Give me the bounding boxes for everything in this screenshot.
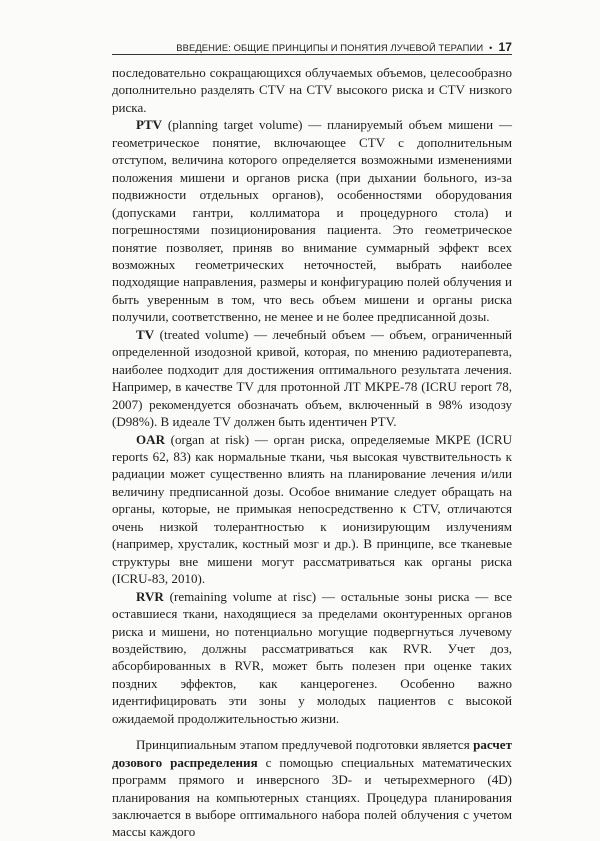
paragraph-dose-calculation — [112, 736, 512, 841]
header-rule — [112, 54, 512, 55]
paragraph-text: (treated volume) — лечебный объем — объем, ограниченный определенной изодозной кривой, которая, по мнению радиотерапевта, наиболее подходит для достижения оптимального результата лечения. Например, в качестве TV для протонной ЛТ МКРЕ-78 (ICRU report 78, 2007) рекомендуется обозначать объем, включенный в 98% изодозу (D98%). В идеале TV должен быть идентичен PTV. — [112, 326, 512, 430]
term-oar: OAR — [136, 431, 165, 447]
paragraph-tv — [112, 326, 512, 431]
paragraph-rvr — [112, 588, 512, 728]
running-title: ВВЕДЕНИЕ: ОБЩИЕ ПРИНЦИПЫ И ПОНЯТИЯ ЛУЧЕВОЙ ТЕРАПИИ — [176, 42, 484, 53]
paragraph-oar — [112, 431, 512, 588]
page-number: 17 — [498, 40, 512, 54]
paragraph-text: (remaining volume at risc) — остальные зоны риска — все оставшиеся ткани, находящиеся за пределами оконтуренных органов риска и мишени, но потенциально могущие подвергнуться лучевому воздействию, должны рассматриваться как RVR. Учет доз, абсорбированных в RVR, может быть полезен при оценке таких поздних эффектов, как канцерогенез. Особенно важно идентифицировать эти зоны у молодых пациентов с высокой ожидаемой продолжительностью жизни. — [112, 588, 512, 726]
term-ptv: PTV — [136, 117, 163, 133]
paragraph-ptv — [112, 116, 512, 325]
term-rvr: RVR — [136, 588, 164, 604]
paragraph-text: последовательно сокращающихся облучаемых объемов, целесообразно дополнительно разделять CTV на CTV высокого риска и CTV низкого риска. — [112, 65, 512, 115]
paragraph-text: с помощью специальных математических программ прямого и инверсного 3D- и четырехмерного (4D) планирования на компьютерных станциях. Процедура планирования заключается в выборе оптимального набора полей облучения с учетом массы каждого — [112, 754, 512, 840]
term-dose-calculation: расчет дозового распределения — [112, 737, 512, 770]
paragraph-continuation — [112, 64, 512, 116]
body-text — [112, 64, 512, 841]
paragraph-text: (organ at risk) — орган риска, определяемые МКРЕ (ICRU reports 62, 83) как нормальные ткани, чья высокая чувствительность к радиации может существенно влиять на планирование лечения и/или величину предписанной дозы. Особое внимание следует обращать на органы, которые, не примыкая непосредственно к CTV, отличаются очень низкой толерантностью к ионизирующим излучениям (например, хрусталик, костный мозг и др.). В принципе, все тканевые структуры вне мишени могут рассматриваться как органы риска (ICRU-83, 2010). — [112, 431, 512, 587]
paragraph-text: (planning target volume) — планируемый объем мишени — геометрическое понятие, включающее CTV с дополнительным отступом, величина которого определяется возможными изменениями положения мишени и органов риска (при дыхании больного, из-за подвижности отдельных органов), особенностями оборудования (допусками гантри, коллиматора и процедурного стола) и погрешностями позиционирования пациента. Это геометрическое понятие позволяет, приняв во внимание суммарный эффект всех возможных геометрических неточностей, выбрать наиболее подходящие направления, размеры и конфигурацию полей облучения и быть уверенным в том, что весь объем мишени и органы риска получили, соответственно, не менее и не более предписанной дозы. — [112, 117, 512, 325]
header-separator: • — [489, 43, 493, 53]
paragraph-text: Принципиальным этапом предлучевой подготовки является — [136, 737, 474, 753]
running-header — [112, 40, 512, 54]
term-tv: TV — [136, 326, 155, 342]
